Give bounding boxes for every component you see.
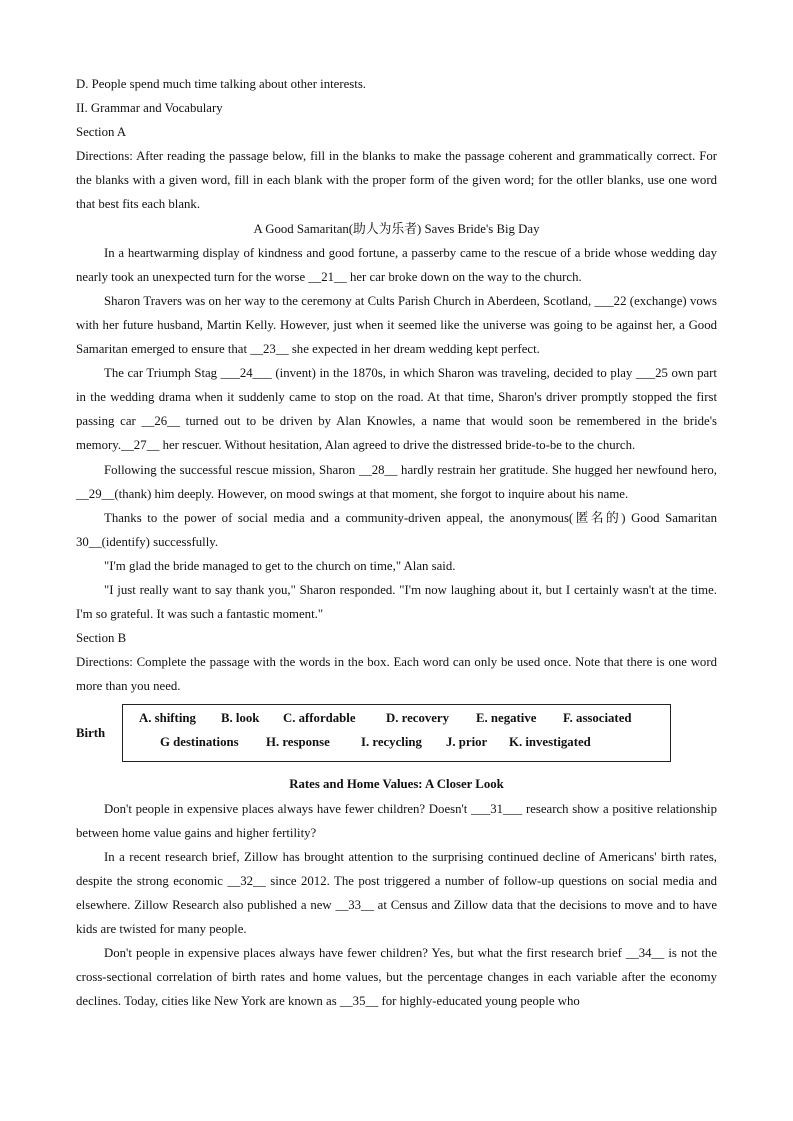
passage-a-title: A Good Samaritan(助人为乐者) Saves Bride's Big Day [253,221,540,236]
word-option-k: K. investigated [509,735,591,750]
word-option-c: C. affordable [283,711,356,726]
part-ii-heading: II. Grammar and Vocabulary [76,101,223,116]
word-option-a: A. shifting [139,711,196,726]
passage-a-paragraph-5: Thanks to the power of social media and a community-driven appeal, the anonymous(匿名的) Good Samaritan 30__(identify) successfully. [76,510,717,549]
passage-a-paragraph-3: The car Triumph Stag ___24___ (invent) in the 1870s, in which Sharon was traveling, decided to play ___25 own part in the wedding drama when it suddenly came to stop on the road. At that time, Sharon's driver promptly stopped the first passing car __26__ turned out to be driven by Alan Knowles, a name that would soon be remembered in the bride's memory.__27__ her rescuer. Without hesitation, Alan agreed to drive the distressed bride-to-be to the church. [76,366,717,453]
section-b-heading: Section B [76,631,127,646]
word-box-area [76,704,717,770]
document-page [76,72,717,1013]
birth-side-label: Birth [76,726,106,741]
section-b-directions: Directions: Complete the passage with the words in the box. Each word can only be used once. Note that there is one word more than you need. [76,655,717,694]
option-d-line: D. People spend much time talking about other interests. [76,77,367,91]
passage-a-paragraph-7: "I just really want to say thank you," Sharon responded. "I'm now laughing about it, but I certainly wasn't at the time. I'm so grateful. It was such a fantastic moment." [76,582,717,622]
passage-a-paragraph-2: Sharon Travers was on her way to the ceremony at Cults Parish Church in Aberdeen, Scotland, ___22 (exchange) vows with her future husband, Martin Kelly. However, just when it seemed like the universe was going to be against her, a Good Samaritan emerged to ensure that __23__ she expected in her dream wedding kept perfect. [76,293,717,357]
word-option-b: B. look [221,711,260,726]
word-box-row-2 [123,729,670,753]
passage-a-paragraph-4: Following the successful rescue mission, Sharon __28__ hardly restrain her gratitude. She hugged her newfound hero, __29__(thank) him deeply. However, on mood swings at that moment, she forgot to inquire about his name. [76,462,717,501]
passage-b-paragraph-1: Don't people in expensive places always have fewer children? Doesn't ___31___ research show a positive relationship between home value gains and higher fertility? [76,801,717,840]
section-a-directions: Directions: After reading the passage below, fill in the blanks to make the passage coherent and grammatically correct. For the blanks with a given word, fill in each blank with the proper form of the given word; for the otller blanks, use one word that best fits each blank. [76,149,717,212]
section-a-heading: Section A [76,125,127,140]
word-box [122,704,671,762]
word-option-g: G destinations [160,735,239,750]
word-option-j: J. prior [446,735,488,750]
passage-a-paragraph-1: In a heartwarming display of kindness and good fortune, a passerby came to the rescue of a bride whose wedding day nearly took an unexpected turn for the worse __21__ her car broke down on the way to the church. [76,245,717,284]
passage-b-paragraph-3: Don't people in expensive places always have fewer children? Yes, but what the first research brief __34__ is not the cross-sectional correlation of birth rates and home values, but the percentage changes in each variable after the economy declines. Today, cities like New York are known as __35__ for highly-educated young people who [76,946,717,1009]
passage-a-paragraph-6: "I'm glad the bride managed to get to the church on time," Alan said. [104,558,456,573]
word-option-d: D. recovery [386,711,450,726]
passage-b-title: Rates and Home Values: A Closer Look [289,777,504,792]
word-option-e: E. negative [476,711,537,726]
passage-b-paragraph-2: In a recent research brief, Zillow has brought attention to the surprising continued decline of Americans' birth rates, despite the strong economic __32__ since 2012. The post triggered a number of follow-up questions on social media and elsewhere. Zillow Research also published a new __33__ at Census and Zillow data that the decisions to move and to have kids are twisted for many people. [76,849,717,936]
word-box-row-1 [123,705,670,729]
word-option-f: F. associated [563,711,632,726]
word-option-i: I. recycling [361,735,422,750]
word-option-h: H. response [266,735,330,750]
